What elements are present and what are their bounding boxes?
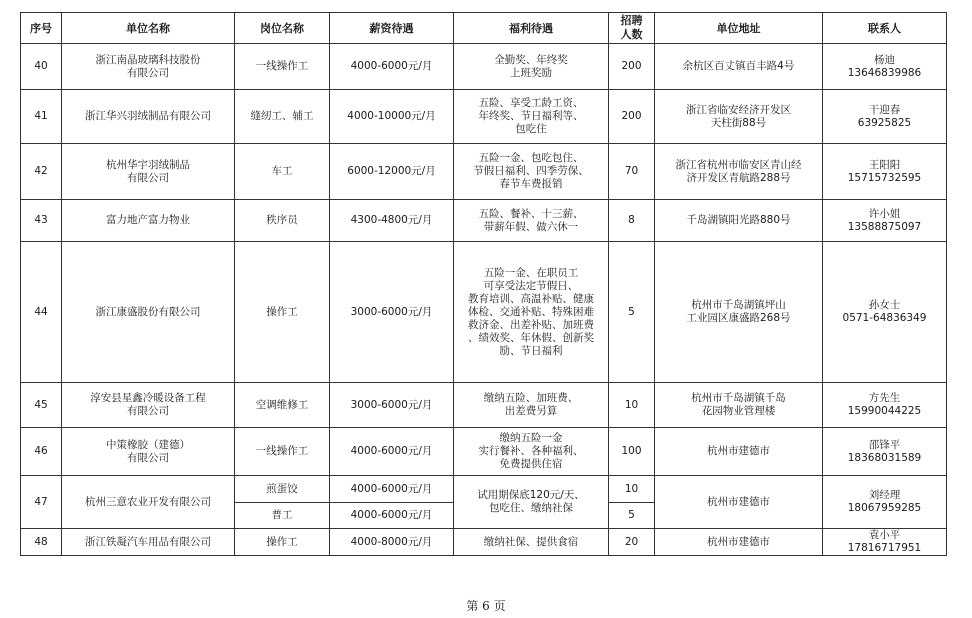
- cell-salary: 4000-6000元/月: [330, 503, 454, 529]
- cell-benefits: 五险一金、在职员工 可享受法定节假日、 教育培训、高温补贴、健康 体检、交通补贴、特殊困难 救济金、出差补贴、加班费 、绩效奖、年休假、创新奖 励、节日福利: [454, 242, 609, 383]
- cell-salary: 3000-6000元/月: [330, 383, 454, 428]
- cell-salary: 4000-8000元/月: [330, 529, 454, 556]
- table-row: [21, 90, 947, 144]
- cell-benefits: 五险、享受工龄工资、 年终奖、节日福利等、 包吃住: [454, 90, 609, 144]
- table-row: [21, 242, 947, 383]
- table-header-row: [21, 13, 947, 44]
- cell-salary: 3000-6000元/月: [330, 242, 454, 383]
- cell-no: 43: [21, 200, 62, 242]
- cell-address: 杭州市千岛湖镇坪山 工业园区康盛路268号: [655, 242, 823, 383]
- cell-contact: 袁小平 17816717951: [823, 529, 947, 556]
- cell-salary: 4000-6000元/月: [330, 44, 454, 90]
- header-job-title: 岗位名称: [235, 13, 330, 44]
- cell-address: 杭州市建德市: [655, 476, 823, 529]
- table-row: [21, 200, 947, 242]
- cell-address: 千岛湖镇阳光路880号: [655, 200, 823, 242]
- cell-company: 浙江铁凝汽车用品有限公司: [62, 529, 235, 556]
- header-company: 单位名称: [62, 13, 235, 44]
- cell-address: 杭州市建德市: [655, 428, 823, 476]
- cell-no: 41: [21, 90, 62, 144]
- cell-salary: 4000-6000元/月: [330, 428, 454, 476]
- cell-job-title: 煎蛋饺: [235, 476, 330, 503]
- cell-company: 中策橡胶（建德） 有限公司: [62, 428, 235, 476]
- cell-salary: 4000-6000元/月: [330, 476, 454, 503]
- cell-job-title: 操作工: [235, 242, 330, 383]
- cell-contact: 杨迪 13646839986: [823, 44, 947, 90]
- cell-company: 淳安县星鑫冷暖设备工程 有限公司: [62, 383, 235, 428]
- cell-count: 8: [609, 200, 655, 242]
- cell-contact: 干迎春 63925825: [823, 90, 947, 144]
- cell-benefits: 五险、餐补、十三薪、 带薪年假、做六休一: [454, 200, 609, 242]
- cell-no: 44: [21, 242, 62, 383]
- cell-address: 杭州市建德市: [655, 529, 823, 556]
- cell-count: 100: [609, 428, 655, 476]
- cell-salary: 4300-4800元/月: [330, 200, 454, 242]
- header-salary: 薪资待遇: [330, 13, 454, 44]
- cell-count: 5: [609, 242, 655, 383]
- header-count: 招聘 人数: [609, 13, 655, 44]
- cell-contact: 许小姐 13588875097: [823, 200, 947, 242]
- cell-company: 富力地产富力物业: [62, 200, 235, 242]
- cell-no: 48: [21, 529, 62, 556]
- cell-company: 杭州三意农业开发有限公司: [62, 476, 235, 529]
- page-number: 第 6 页: [466, 599, 506, 613]
- header-contact: 联系人: [823, 13, 947, 44]
- cell-count: 20: [609, 529, 655, 556]
- cell-company: 杭州华宇羽绒制品 有限公司: [62, 144, 235, 200]
- cell-count: 10: [609, 476, 655, 503]
- job-listing-sheet: [20, 12, 947, 556]
- cell-no: 45: [21, 383, 62, 428]
- cell-contact: 刘经理 18067959285: [823, 476, 947, 529]
- table-row: [21, 144, 947, 200]
- cell-benefits: 缴纳社保、提供食宿: [454, 529, 609, 556]
- cell-job-title: 普工: [235, 503, 330, 529]
- cell-contact: 孙女士 0571-64836349: [823, 242, 947, 383]
- cell-company: 浙江南晶玻璃科技股份 有限公司: [62, 44, 235, 90]
- cell-benefits: 五险一金、包吃包住、 节假日福利、四季劳保、 春节车费报销: [454, 144, 609, 200]
- cell-address: 余杭区百丈镇百丰路4号: [655, 44, 823, 90]
- cell-count: 10: [609, 383, 655, 428]
- cell-benefits: 试用期保底120元/天、 包吃住、缴纳社保: [454, 476, 609, 529]
- cell-benefits: 全勤奖、年终奖 上班奖励: [454, 44, 609, 90]
- cell-contact: 王阳阳 15715732595: [823, 144, 947, 200]
- cell-address: 浙江省临安经济开发区 天柱街88号: [655, 90, 823, 144]
- cell-job-title: 车工: [235, 144, 330, 200]
- header-benefits: 福利待遇: [454, 13, 609, 44]
- cell-company: 浙江康盛股份有限公司: [62, 242, 235, 383]
- cell-count: 5: [609, 503, 655, 529]
- cell-address: 杭州市千岛湖镇千岛 花园物业管理楼: [655, 383, 823, 428]
- cell-address: 浙江省杭州市临安区青山经 济开发区青航路288号: [655, 144, 823, 200]
- cell-no: 46: [21, 428, 62, 476]
- cell-job-title: 秩序员: [235, 200, 330, 242]
- cell-count: 200: [609, 44, 655, 90]
- table-row: [21, 428, 947, 476]
- cell-count: 200: [609, 90, 655, 144]
- cell-contact: 邵锋平 18368031589: [823, 428, 947, 476]
- table-row: [21, 44, 947, 90]
- header-address: 单位地址: [655, 13, 823, 44]
- cell-job-title: 操作工: [235, 529, 330, 556]
- cell-benefits: 缴纳五险、加班费、 出差费另算: [454, 383, 609, 428]
- cell-company: 浙江华兴羽绒制品有限公司: [62, 90, 235, 144]
- cell-salary: 4000-10000元/月: [330, 90, 454, 144]
- cell-benefits: 缴纳五险一金 实行餐补、各种福利、 免费提供住宿: [454, 428, 609, 476]
- table-row: [21, 383, 947, 428]
- cell-job-title: 一线操作工: [235, 44, 330, 90]
- cell-count: 70: [609, 144, 655, 200]
- header-no: 序号: [21, 13, 62, 44]
- cell-no: 40: [21, 44, 62, 90]
- table-row: [21, 476, 947, 503]
- cell-no: 47: [21, 476, 62, 529]
- cell-job-title: 空调维修工: [235, 383, 330, 428]
- cell-contact: 方先生 15990044225: [823, 383, 947, 428]
- cell-job-title: 缝纫工、辅工: [235, 90, 330, 144]
- job-table: [20, 12, 947, 556]
- cell-job-title: 一线操作工: [235, 428, 330, 476]
- cell-salary: 6000-12000元/月: [330, 144, 454, 200]
- table-row: [21, 529, 947, 556]
- cell-no: 42: [21, 144, 62, 200]
